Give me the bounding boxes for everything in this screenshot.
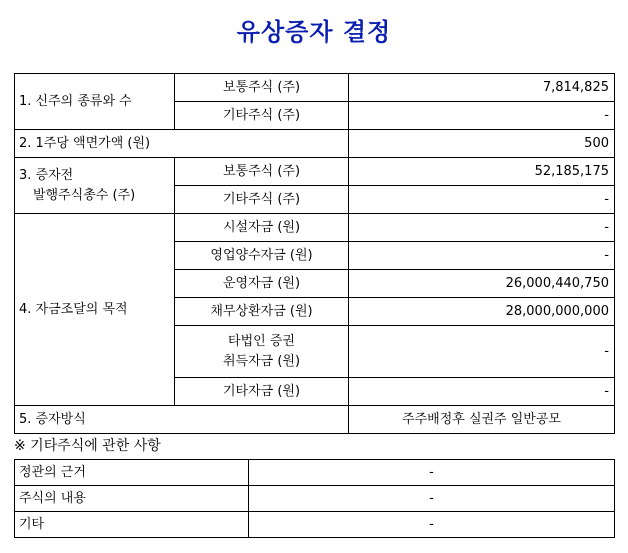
operating-funds-value: 26,000,440,750 [349, 270, 615, 298]
par-value-value: 500 [349, 130, 615, 158]
other-funds-label: 기타자금 (원) [175, 378, 349, 406]
articles-basis-label: 정관의 근거 [15, 460, 249, 486]
table-row [15, 214, 615, 242]
offering-method-value: 주주배정후 실권주 일반공모 [349, 406, 615, 434]
table-row [15, 406, 615, 434]
pre-issue-shares-label [15, 158, 175, 214]
table-row [15, 130, 615, 158]
table-row [15, 74, 615, 102]
facility-funds-label: 시설자금 (원) [175, 214, 349, 242]
operating-funds-label: 운영자금 (원) [175, 270, 349, 298]
securities-acquisition-funds-label [175, 326, 349, 378]
offering-method-label: 5. 증자방식 [15, 406, 349, 434]
table-row [15, 158, 615, 186]
other-value: - [249, 512, 615, 538]
other-shares-note: ※ 기타주식에 관한 사항 [14, 438, 161, 454]
pre-common-shares-value: 52,185,175 [349, 158, 615, 186]
business-acquisition-funds-value: - [349, 242, 615, 270]
other-shares-value: - [349, 102, 615, 130]
par-value-label: 2. 1주당 액면가액 (원) [15, 130, 349, 158]
debt-repayment-funds-label: 채무상환자금 (원) [175, 298, 349, 326]
business-acquisition-funds-label: 영업양수자금 (원) [175, 242, 349, 270]
common-shares-value: 7,814,825 [349, 74, 615, 102]
table-row [15, 486, 615, 512]
common-shares-label: 보통주식 (주) [175, 74, 349, 102]
debt-repayment-funds-value: 28,000,000,000 [349, 298, 615, 326]
table-row [15, 512, 615, 538]
other-shares-table [14, 459, 615, 538]
share-content-label: 주식의 내용 [15, 486, 249, 512]
table-row [15, 460, 615, 486]
page-title: 유상증자 결정 [236, 17, 392, 46]
securities-acquisition-funds-label-line1: 타법인 증권 [228, 333, 295, 349]
pre-other-shares-value: - [349, 186, 615, 214]
other-funds-value: - [349, 378, 615, 406]
funding-purpose-label: 4. 자금조달의 목적 [15, 214, 175, 406]
pre-other-shares-label: 기타주식 (주) [175, 186, 349, 214]
pre-common-shares-label: 보통주식 (주) [175, 158, 349, 186]
other-label: 기타 [15, 512, 249, 538]
pre-issue-shares-label-line1: 3. 증자전 [19, 167, 74, 183]
securities-acquisition-funds-label-line2: 취득자금 (원) [222, 353, 301, 369]
securities-acquisition-funds-value: - [349, 326, 615, 378]
share-content-value: - [249, 486, 615, 512]
articles-basis-value: - [249, 460, 615, 486]
new-shares-label: 1. 신주의 종류와 수 [15, 74, 175, 130]
facility-funds-value: - [349, 214, 615, 242]
other-shares-label: 기타주식 (주) [175, 102, 349, 130]
rights-offering-table [14, 73, 615, 434]
pre-issue-shares-label-line2: 발행주식총수 (주) [33, 187, 136, 203]
